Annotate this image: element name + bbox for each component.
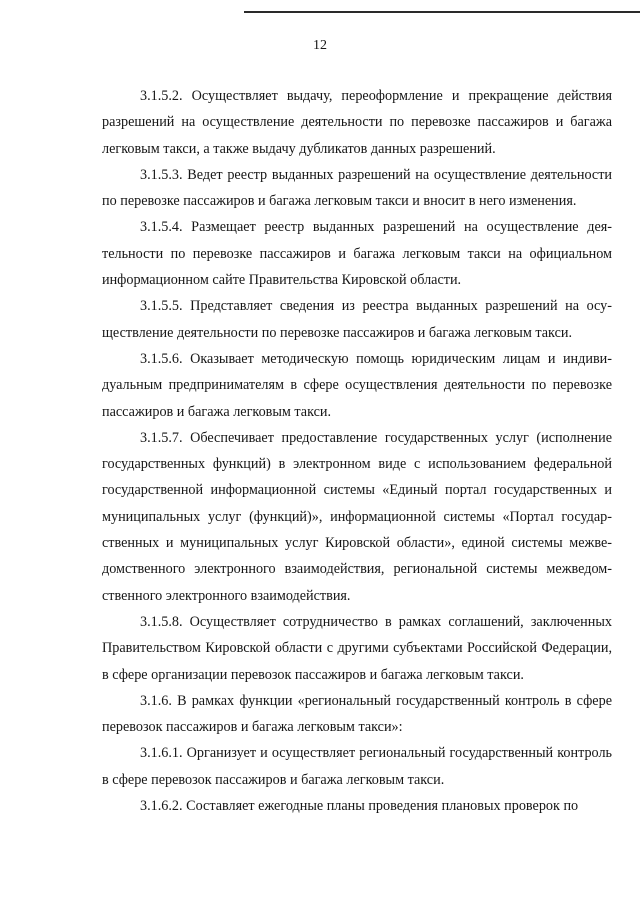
paragraph-3-1-6-2: 3.1.6.2. Составляет ежегодные планы проведения плановых проверок по — [140, 798, 579, 815]
document-body — [102, 83, 612, 819]
paragraph-3-1-5-5: 3.1.5.5. Представляет сведения из реестра выданных разрешений на осуществление деятельности по перевозке пассажиров и багажа легковым такси. — [102, 298, 612, 341]
paragraph-3-1-5-7: 3.1.5.7. Обеспечивает предоставление государственных услуг (исполнение государственных функций) в электронном виде с использованием федеральной государственной информационной системы «Единый портал государственных и муниципальных услуг (функций)», информационной системы «Портал государственных и муниципальных услуг Кировской области», единой системы межведомственного электронного взаимодействия, региональной системы межведомственного электронного взаимодействия. — [102, 429, 612, 604]
paragraph-3-1-5-4: 3.1.5.4. Размещает реестр выданных разрешений на осуществление деятельности по перевозке пассажиров и багажа легковым такси на официальном информационном сайте Правительства Кировской области. — [102, 219, 612, 289]
paragraph-3-1-5-3: 3.1.5.3. Ведет реестр выданных разрешений на осуществление деятельности по перевозке пассажиров и багажа легковым такси и вносит в него изменения. — [102, 166, 612, 210]
paragraph-3-1-6: 3.1.6. В рамках функции «региональный государственный контроль в сфере перевозок пассажиров и багажа легковым такси»: — [102, 692, 612, 736]
page-number: 12 — [313, 38, 327, 53]
paragraph-3-1-6-1: 3.1.6.1. Организует и осуществляет региональный государственный контроль в сфере перевозок пассажиров и багажа легковым такси. — [102, 745, 612, 788]
paragraph-3-1-5-2: 3.1.5.2. Осуществляет выдачу, переоформление и прекращение действия разрешений на осуществление деятельности по перевозке пассажиров и багажа легковым такси, а также выдачу дубликатов данных разрешений. — [102, 88, 612, 157]
top-rule — [244, 11, 640, 13]
paragraph-3-1-5-6: 3.1.5.6. Оказывает методическую помощь юридическим лицам и индивидуальным предпринимателям в сфере осуществления деятельности по перевозке пассажиров и багажа легковым такси. — [102, 350, 612, 420]
paragraph-3-1-5-8: 3.1.5.8. Осуществляет сотрудничество в рамках соглашений, заключенных Правительством Кировской области с другими субъектами Российской Федерации, в сфере организации перевозок пассажиров и багажа легковым такси. — [102, 613, 612, 683]
